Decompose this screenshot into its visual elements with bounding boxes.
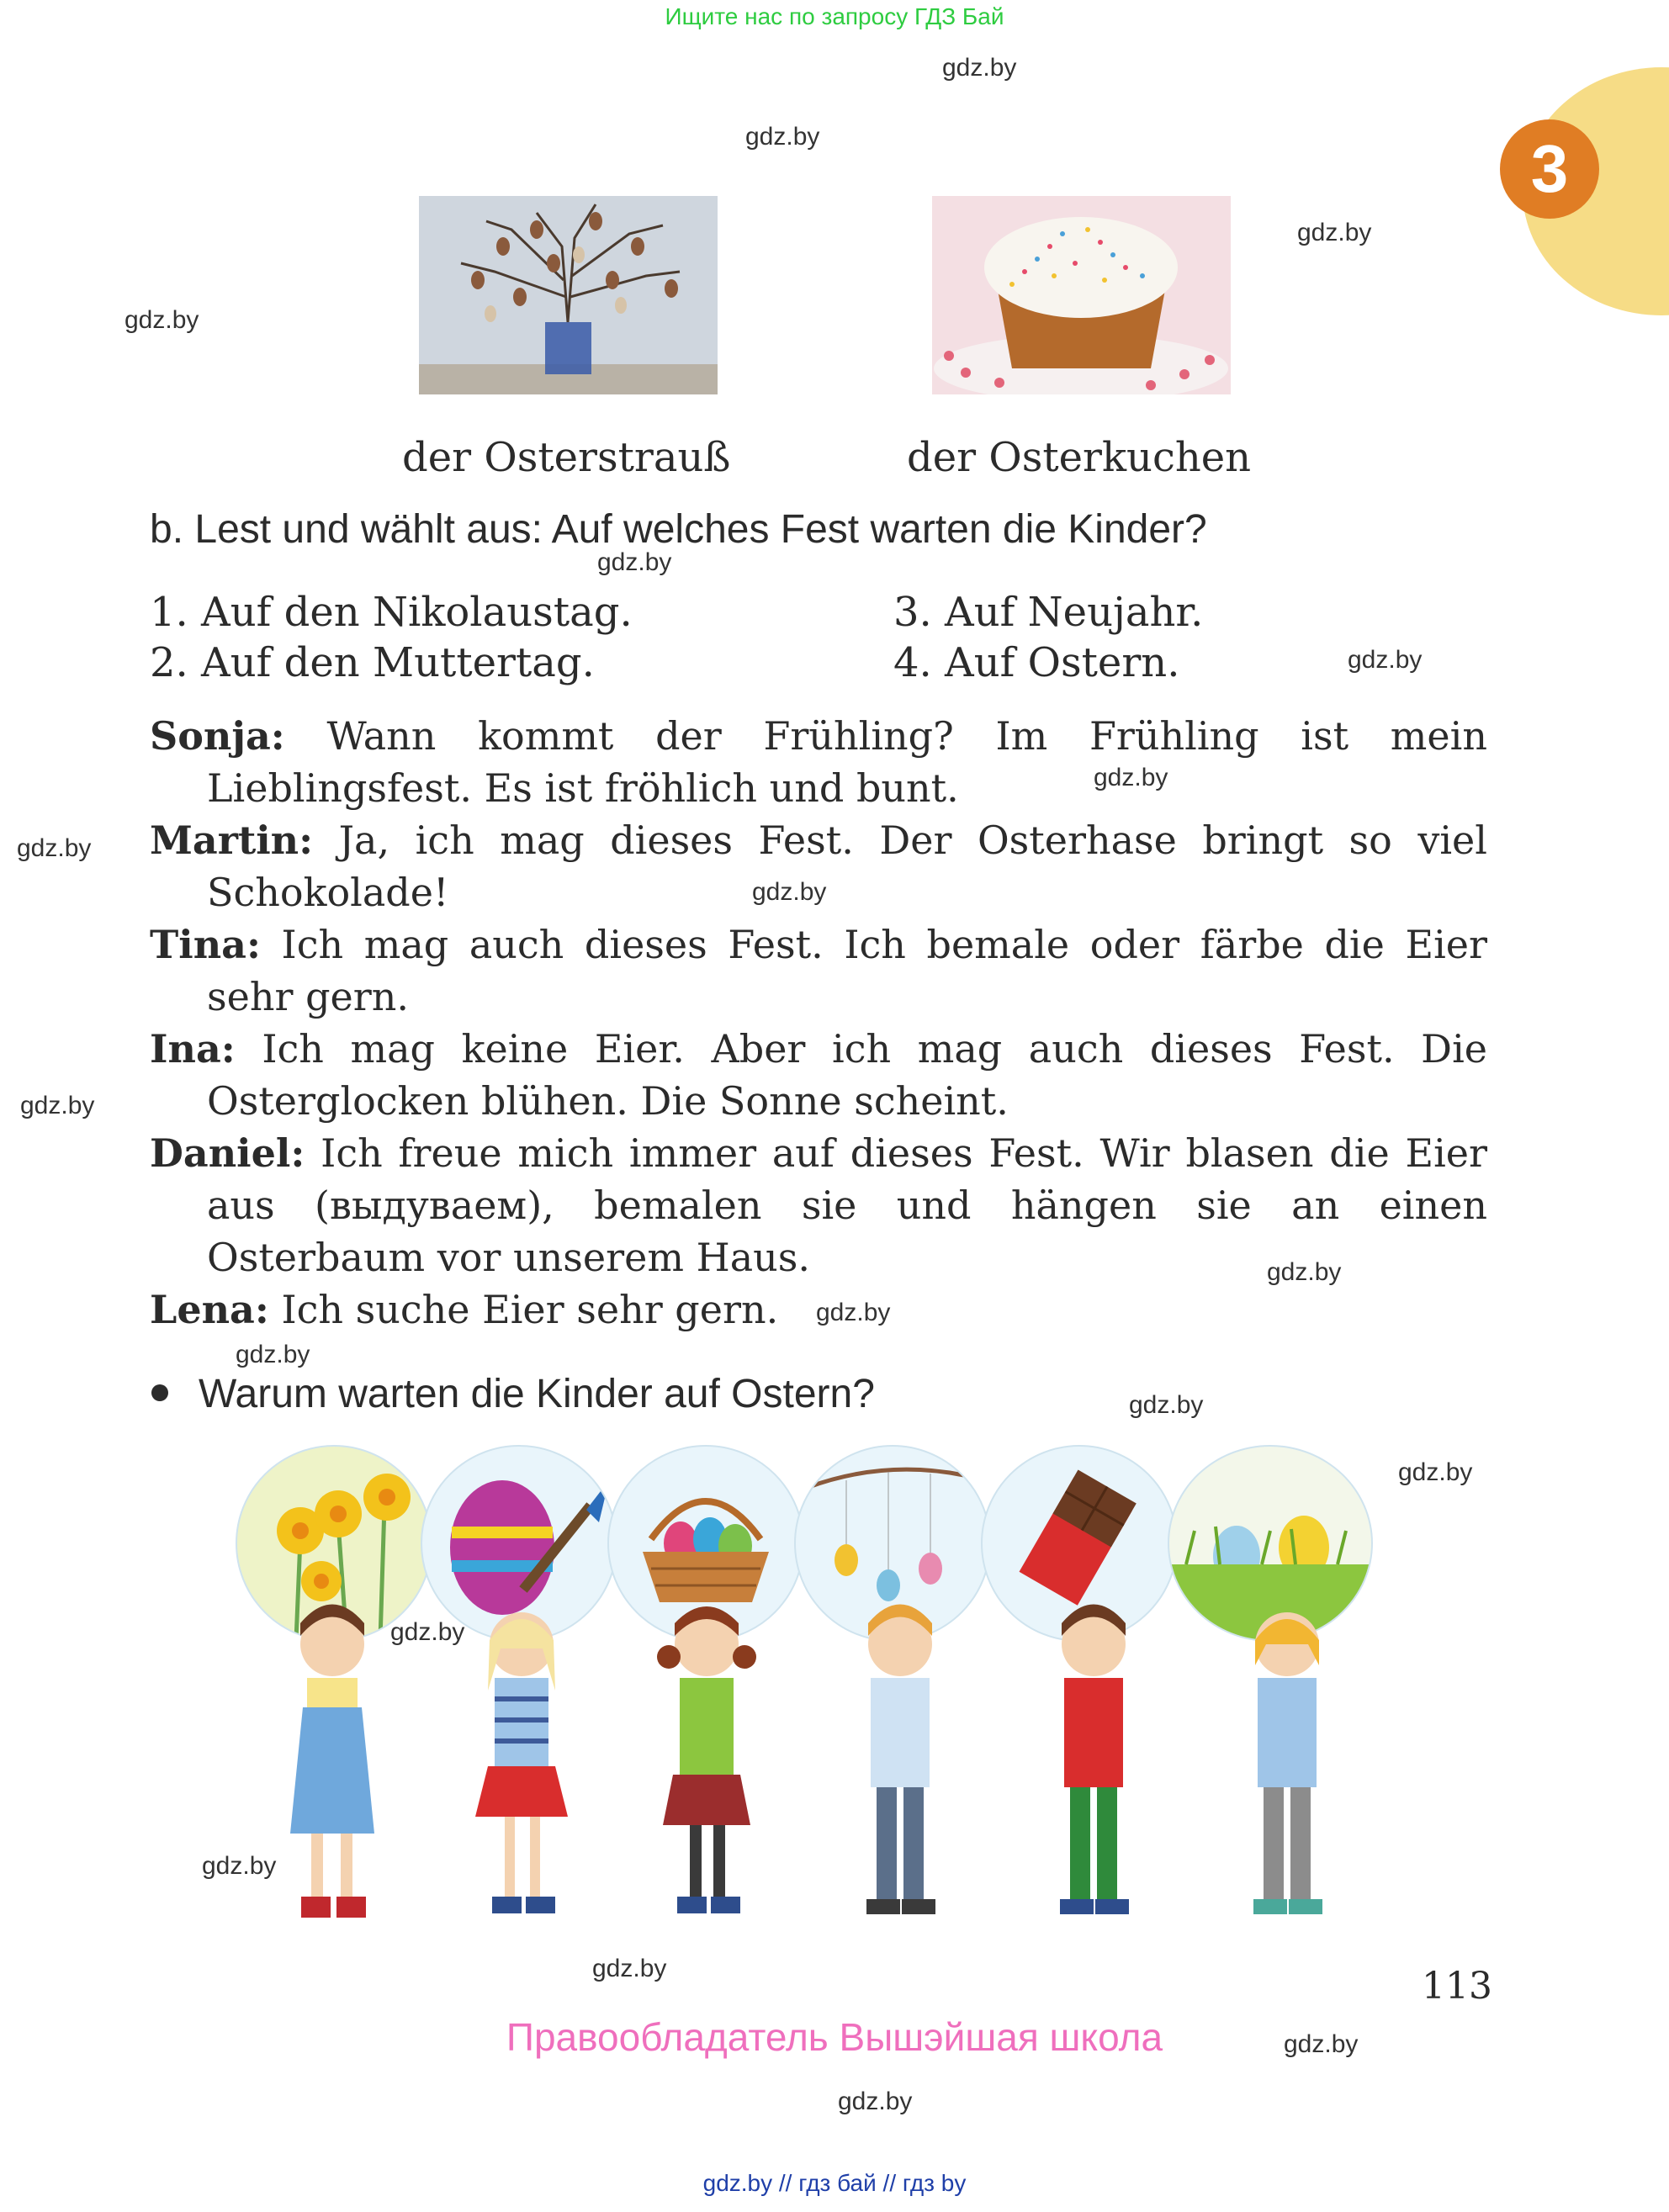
dialog-line (150, 1283, 1487, 1336)
option-3[interactable]: 3. Auf Neujahr. (893, 589, 1204, 636)
dialog-line (150, 1127, 1487, 1283)
easter-cake-caption: der Osterkuchen (907, 434, 1252, 481)
dialog-line (150, 918, 1487, 1023)
watermark: gdz.by (1129, 1391, 1204, 1419)
top-banner[interactable]: Ищите нас по запросу ГДЗ Бай (665, 3, 1004, 29)
speaker-name: Martin: (150, 818, 314, 863)
speaker-text: Ja, ich mag dieses Fest. Der Osterhase bringt so viel Schokolade! (207, 818, 1487, 915)
speaker-text: Wann kommt der Frühling? Im Frühling ist mein Lieblingsfest. Es ist fröhlich und bunt. (207, 713, 1487, 811)
watermark: gdz.by (202, 1852, 277, 1880)
watermark: gdz.by (592, 1955, 667, 1982)
child-tina (657, 1606, 756, 1913)
option-1[interactable]: 1. Auf den Nikolaustag. (150, 589, 633, 636)
page-number: 113 (1422, 1965, 1492, 2008)
watermark: gdz.by (1094, 764, 1168, 791)
speaker-name: Tina: (150, 922, 261, 967)
speaker-text: Ich freue mich immer auf dieses Fest. Wir blasen die Eier aus (выдуваем), bemalen sie und hängen sie an einen Osterbaum vor unserem Haus. (207, 1130, 1487, 1280)
dialog-line (150, 710, 1487, 814)
easter-tree-caption: der Osterstrauß (402, 434, 731, 481)
speaker-text: Ich mag keine Eier. Aber ich mag auch dieses Fest. Die Osterglocken blühen. Die Sonne scheint. (207, 1026, 1487, 1124)
dialog-text (150, 710, 1487, 1336)
watermark: gdz.by (20, 1092, 95, 1119)
watermark: gdz.by (125, 306, 199, 334)
speaker-name: Sonja: (150, 713, 285, 759)
bullet-icon (151, 1384, 168, 1401)
child-daniel (1060, 1605, 1129, 1915)
speaker-name: Ina: (150, 1026, 236, 1072)
dialog-line (150, 1023, 1487, 1127)
child-sonja (290, 1605, 374, 1918)
watermark: gdz.by (1297, 219, 1372, 246)
child-ina (866, 1605, 935, 1915)
watermark: gdz.by (390, 1618, 465, 1646)
child-lena (1253, 1612, 1322, 1914)
watermark: gdz.by (1267, 1258, 1342, 1286)
speaker-text: Ich mag auch dieses Fest. Ich bemale oder färbe die Eier sehr gern. (207, 922, 1487, 1019)
rights-holder: Правообладатель Вышэйшая школа (506, 2015, 1163, 2059)
chapter-number-badge: 3 (1500, 119, 1599, 219)
watermark: gdz.by (236, 1341, 310, 1368)
question-heading: Warum warten die Kinder auf Ostern? (199, 1372, 875, 1416)
watermark: gdz.by (942, 54, 1017, 82)
watermark: gdz.by (17, 834, 92, 862)
watermark: gdz.by (816, 1299, 891, 1326)
task-b-heading: b. Lest und wählt aus: Auf welches Fest warten die Kinder? (150, 507, 1207, 552)
watermark: gdz.by (1398, 1458, 1473, 1486)
footer-links[interactable]: gdz.by // гдз бай // гдз by (702, 2170, 967, 2196)
watermark: gdz.by (745, 123, 820, 151)
watermark: gdz.by (1348, 646, 1423, 674)
dialog-line (150, 814, 1487, 918)
option-4[interactable]: 4. Auf Ostern. (893, 639, 1180, 686)
child-martin (475, 1612, 568, 1913)
speaker-name: Lena: (150, 1287, 269, 1332)
option-2[interactable]: 2. Auf den Muttertag. (150, 639, 595, 686)
easter-tree-photo (419, 196, 718, 394)
speaker-text: Ich suche Eier sehr gern. (268, 1287, 779, 1332)
speaker-name: Daniel: (150, 1130, 305, 1176)
children-illustration (252, 1598, 1413, 1951)
watermark: gdz.by (752, 878, 827, 906)
watermark: gdz.by (1284, 2030, 1359, 2058)
watermark: gdz.by (838, 2088, 913, 2115)
watermark: gdz.by (597, 548, 672, 576)
easter-cake-photo (932, 196, 1231, 394)
